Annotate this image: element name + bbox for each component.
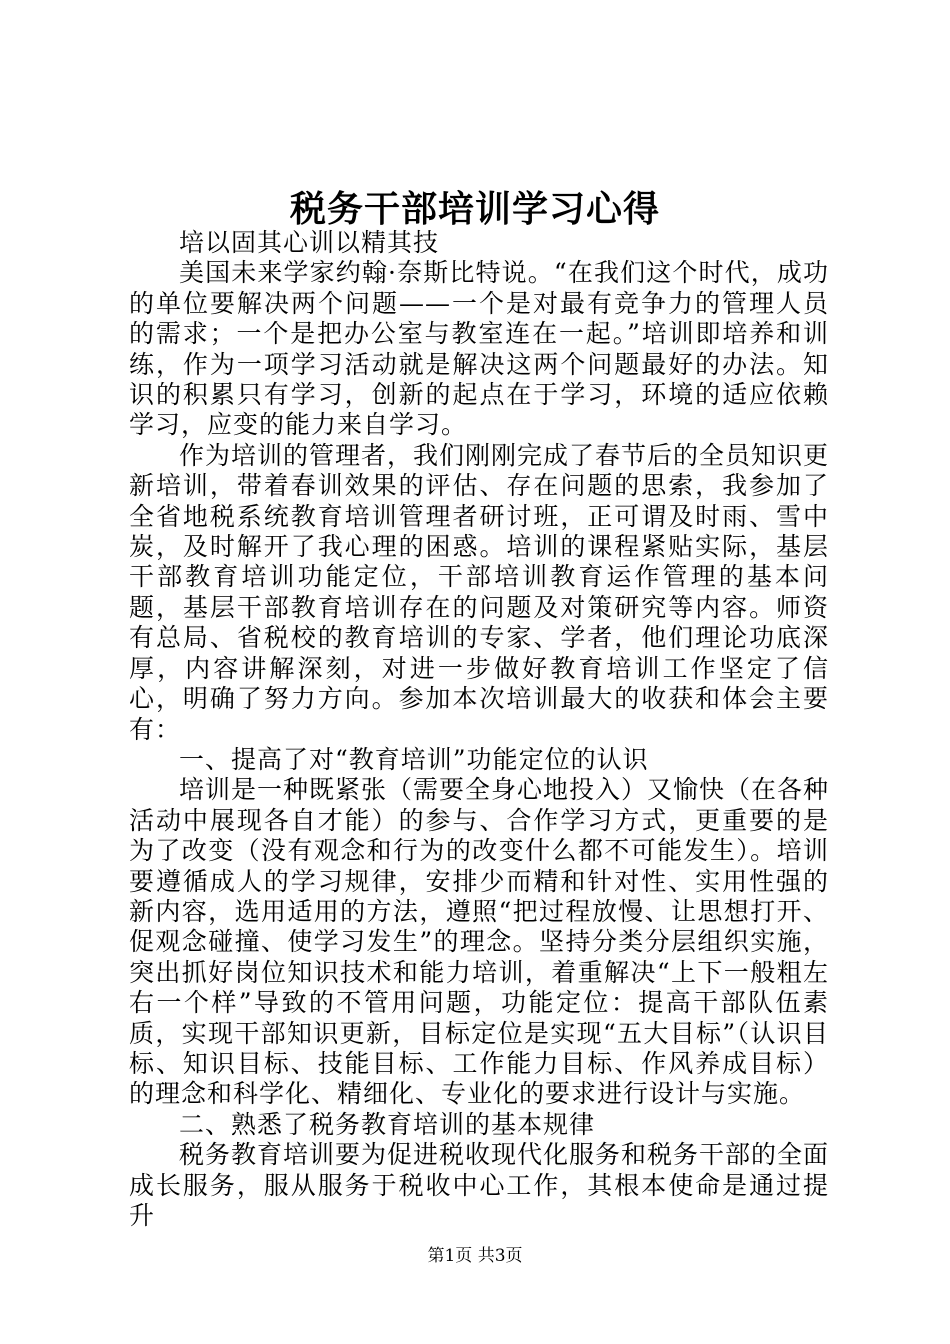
document-title: 税务干部培训学习心得 (289, 188, 660, 230)
document-body (129, 228, 829, 1231)
paragraph: 作为培训的管理者，我们刚刚完成了春节后的全员知识更新培训，带着春训效果的评估、存在问题的思索，我参加了全省地税系统教育培训管理者研讨班，正可谓及时雨、雪中炭，及时解开了我心理的困惑。培训的课程紧贴实际，基层干部教育培训功能定位，干部培训教育运作管理的基本问题，基层干部教育培训存在的问题及对策研究等内容。师资有总局、省税校的教育培训的专家、学者，他们理论功底深厚，内容讲解深刻，对进一步做好教育培训工作坚定了信心，明确了努力方向。参加本次培训最大的收获和体会主要有： (129, 440, 830, 744)
paragraph: 培训是一种既紧张（需要全身心地投入）又愉快（在各种活动中展现各自才能）的参与、合作学习方式，更重要的是为了改变（没有观念和行为的改变什么都不可能发生）。培训要遵循成人的学习规律，安排少而精和针对性、实用性强的新内容，选用适用的方法，遵照“把过程放慢、让思想打开、促观念碰撞、使学习发生”的理念。坚持分类分层组织实施，突出抓好岗位知识技术和能力培训，着重解决“上下一般粗左右一个样”导致的不管用问题，功能定位：提高干部队伍素质，实现干部知识更新，目标定位是实现“五大目标”（认识目标、知识目标、技能目标、工作能力目标、作风养成目标）的理念和科学化、精细化、专业化的要求进行设计与实施。 (129, 775, 830, 1109)
page-footer: 第1页 共3页 (427, 1246, 523, 1266)
section-heading: 一、提高了对“教育培训”功能定位的认识 (179, 744, 649, 774)
paragraph: 美国未来学家约翰·奈斯比特说。“在我们这个时代，成功的单位要解决两个问题——一个是对最有竞争力的管理人员的需求；一个是把办公室与教室连在一起。”培训即培养和训练，作为一项学习活动就是解决这两个问题最好的办法。知识的积累只有学习，创新的起点在于学习，环境的适应依赖学习，应变的能力来自学习。 (129, 258, 829, 440)
paragraph-subtitle: 培以固其心训以精其技 (179, 228, 440, 257)
paragraph: 税务教育培训要为促进税收现代化服务和税务干部的全面成长服务，服从服务于税收中心工作，其根本使命是通过提升 (129, 1140, 830, 1230)
section-heading: 二、熟悉了税务教育培训的基本规律 (179, 1109, 596, 1139)
